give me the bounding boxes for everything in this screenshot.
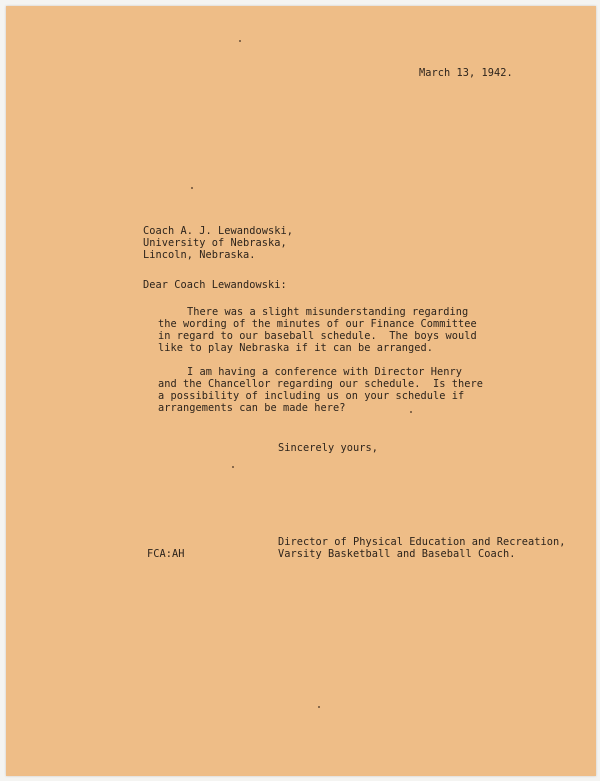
paragraph-line: like to play Nebraska if it can be arranged. [158, 342, 433, 354]
letter-sheet [6, 6, 596, 776]
signature-title-line: Varsity Basketball and Baseball Coach. [278, 548, 516, 560]
paragraph-line: the wording of the minutes of our Finance Committee [158, 318, 477, 330]
scan-speck [191, 187, 193, 189]
scan-speck [410, 411, 412, 413]
paragraph-line: There was a slight misunderstanding regarding [187, 306, 469, 318]
paragraph-line: arrangements can be made here? [158, 402, 346, 414]
scan-speck [239, 40, 241, 42]
closing: Sincerely yours, [278, 442, 378, 454]
recipient-line: Lincoln, Nebraska. [143, 249, 256, 261]
paragraph-line: and the Chancellor regarding our schedule. Is there [158, 378, 483, 390]
paragraph-line: a possibility of including us on your schedule if [158, 390, 465, 402]
salutation: Dear Coach Lewandowski: [143, 279, 287, 291]
letter-date: March 13, 1942. [419, 67, 513, 79]
scan-speck [232, 466, 234, 468]
reference-initials: FCA:AH [147, 548, 185, 560]
paragraph-line: in regard to our baseball schedule. The boys would [158, 330, 477, 342]
paragraph-line: I am having a conference with Director Henry [187, 366, 462, 378]
recipient-line: Coach A. J. Lewandowski, [143, 225, 293, 237]
recipient-line: University of Nebraska, [143, 237, 287, 249]
scan-speck [318, 706, 320, 708]
signature-title-line: Director of Physical Education and Recreation, [278, 536, 566, 548]
